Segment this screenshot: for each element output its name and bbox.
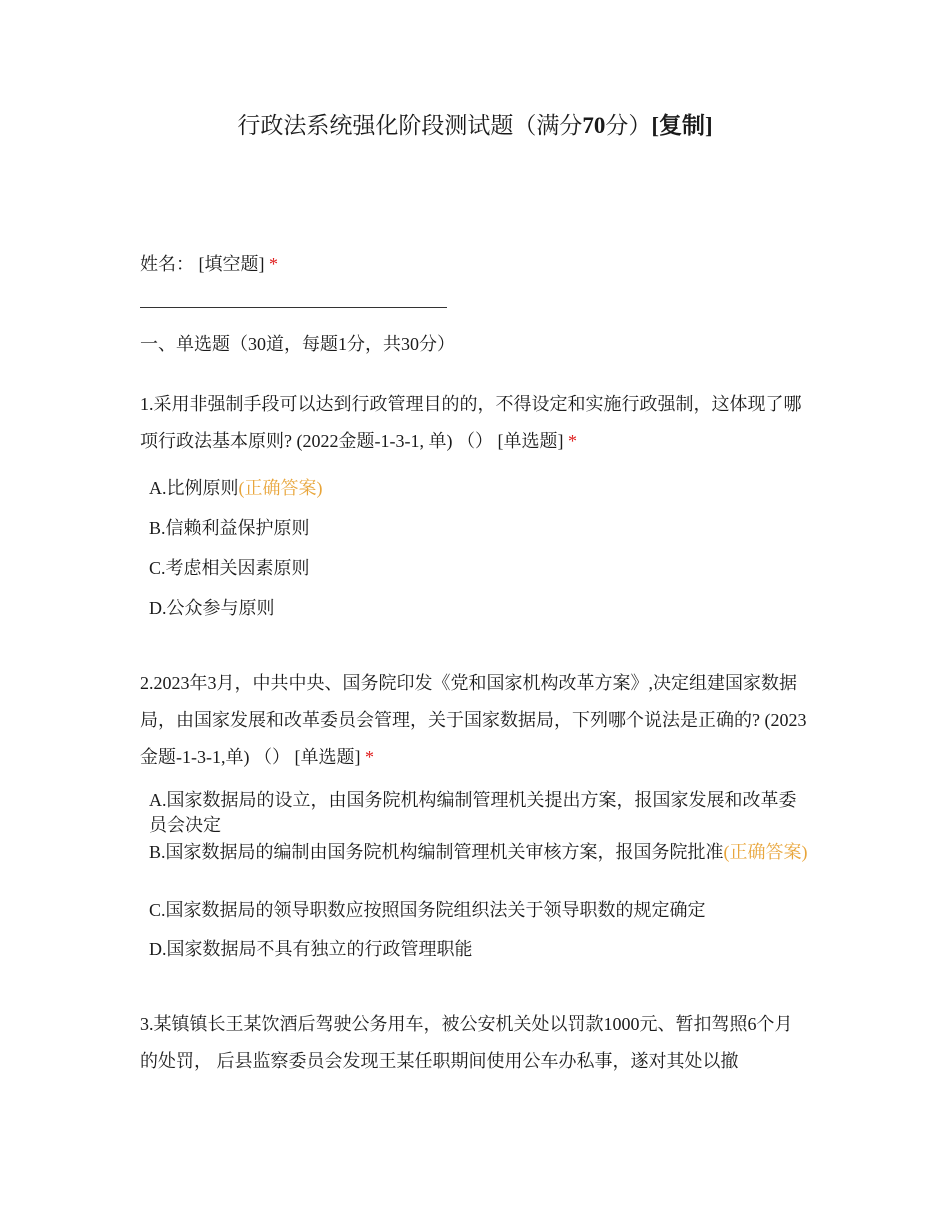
question-text: 2.2023年3月，中共中央、国务院印发《党和国家机构改革方案》,决定组建国家数据局，由国家发展和改革委员会管理，关于国家数据局，下列哪个说法是正确的? (2023金题-1-3-1,单) （） [140, 673, 807, 767]
question-type-tag: [单选题] [294, 747, 361, 767]
question-2 [140, 665, 810, 776]
question-2-option-b[interactable] [149, 840, 809, 865]
correct-answer-tag: (正确答案) [238, 478, 323, 498]
required-mark: * [364, 747, 374, 767]
question-1-option-c[interactable] [149, 556, 809, 581]
question-1-option-b[interactable] [149, 516, 809, 541]
question-1-option-a[interactable] [149, 476, 809, 501]
question-2-option-d[interactable] [149, 937, 809, 962]
correct-answer-tag: (正确答案) [723, 842, 808, 862]
option-text: C.考虑相关因素原则 [149, 558, 310, 578]
name-question [140, 250, 278, 278]
option-text: C.国家数据局的领导职数应按照国务院组织法关于领导职数的规定确定 [149, 900, 706, 920]
required-mark: * [567, 431, 577, 451]
question-text: 1.采用非强制手段可以达到行政管理目的的，不得设定和实施行政强制，这体现了哪项行政法基本原则? (2022金题-1-3-1, 单) （） [140, 394, 802, 451]
title-text-end: 分） [605, 113, 652, 138]
question-1 [140, 386, 810, 460]
question-2-option-c[interactable] [149, 898, 809, 923]
question-1-option-d[interactable] [149, 596, 809, 621]
question-text: 3.某镇镇长王某饮酒后驾驶公务用车，被公安机关处以罚款1000元、暂扣驾照6个月的处罚， 后县监察委员会发现王某任职期间使用公车办私事，遂对其处以撤 [140, 1014, 793, 1071]
option-text: B.信赖利益保护原则 [149, 518, 310, 538]
option-text: A.国家数据局的设立，由国务院机构编制管理机关提出方案，报国家发展和改革委员会决定 [149, 790, 797, 835]
required-mark: * [269, 254, 278, 274]
page-title [0, 110, 950, 142]
question-type-tag: [单选题] [497, 431, 564, 451]
option-text: D.国家数据局不具有独立的行政管理职能 [149, 939, 473, 959]
question-2-option-a[interactable] [149, 788, 809, 838]
option-text: A.比例原则 [149, 478, 239, 498]
name-label-text: 姓名： [140, 254, 194, 274]
copy-link[interactable]: [复制] [651, 113, 713, 138]
question-type-tag: [填空题] [198, 254, 265, 274]
question-3 [140, 1006, 810, 1080]
option-text: D.公众参与原则 [149, 598, 275, 618]
title-score: 70 [582, 113, 606, 138]
title-text-start: 行政法系统强化阶段测试题（满分 [237, 113, 583, 138]
section-heading: 一、单选题（30道，每题1分，共30分） [140, 334, 455, 354]
option-text: B.国家数据局的编制由国务院机构编制管理机关审核方案，报国务院批准 [149, 842, 724, 862]
name-answer-blank[interactable] [140, 307, 447, 308]
